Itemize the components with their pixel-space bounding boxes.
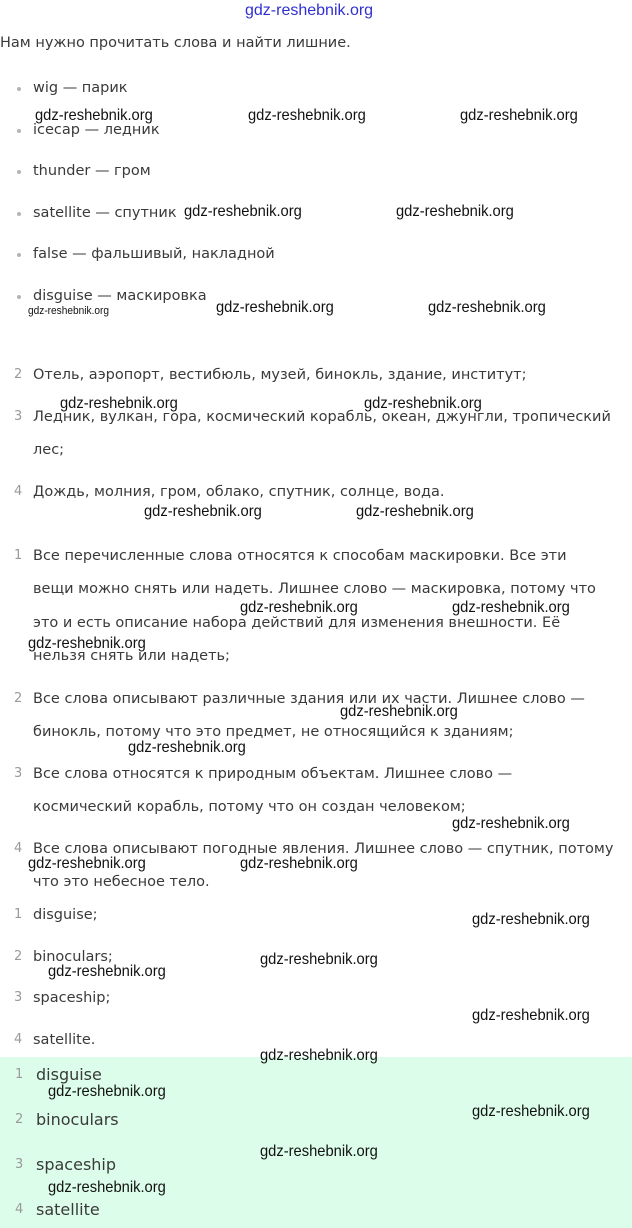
watermark-text: gdz-reshebnik.org xyxy=(428,299,546,316)
watermark-text: gdz-reshebnik.org xyxy=(340,703,458,720)
watermark-text: gdz-reshebnik.org xyxy=(472,1103,590,1120)
watermark-text: gdz-reshebnik.org xyxy=(260,951,378,968)
watermark-text: gdz-reshebnik.org xyxy=(260,1143,378,1160)
watermark-text: gdz-reshebnik.org xyxy=(472,911,590,928)
site-watermark-top: gdz-reshebnik.org xyxy=(245,2,374,19)
watermark-text: gdz-reshebnik.org xyxy=(472,1007,590,1024)
vocab-item: satellite — спутник xyxy=(33,205,177,221)
group-text-line: Дождь, молния, гром, облако, спутник, солнце, вода. xyxy=(33,484,445,500)
bullet-dot xyxy=(17,87,21,91)
final-answer-item: binoculars xyxy=(36,1110,119,1129)
list-number: 2 xyxy=(15,1112,24,1127)
intro-text: Нам нужно прочитать слова и найти лишние. xyxy=(0,35,351,51)
watermark-text: gdz-reshebnik.org xyxy=(396,203,514,220)
vocab-item: disguise — маскировка xyxy=(33,288,207,304)
vocab-item: icecap — ледник xyxy=(33,122,160,138)
answer-item: disguise; xyxy=(33,907,98,923)
watermark-text: gdz-reshebnik.org xyxy=(248,107,366,124)
explanation-line: вещи можно снять или надеть. Лишнее слово — маскировка, потому что xyxy=(33,581,596,597)
list-number: 3 xyxy=(14,990,23,1005)
watermark-text: gdz-reshebnik.org xyxy=(28,855,146,872)
explanation-line: Все слова описывают погодные явления. Лишнее слово — спутник, потому xyxy=(33,841,614,857)
list-number: 2 xyxy=(14,949,23,964)
list-number: 1 xyxy=(14,907,23,922)
bullet-dot xyxy=(17,170,21,174)
list-number: 2 xyxy=(14,691,23,706)
watermark-text: gdz-reshebnik.org xyxy=(216,299,334,316)
watermark-text: gdz-reshebnik.org xyxy=(48,1083,166,1100)
list-number: 3 xyxy=(15,1157,24,1172)
bullet-dot xyxy=(17,129,21,133)
list-number: 2 xyxy=(14,367,23,382)
watermark-text: gdz-reshebnik.org xyxy=(460,107,578,124)
final-answer-item: disguise xyxy=(36,1065,102,1084)
bullet-dot xyxy=(17,253,21,257)
watermark-text: gdz-reshebnik.org xyxy=(48,1179,166,1196)
explanation-line: это и есть описание набора действий для изменения внешности. Её xyxy=(33,615,561,631)
list-number: 4 xyxy=(14,1032,23,1047)
watermark-text: gdz-reshebnik.org xyxy=(28,635,146,652)
final-answer-item: satellite xyxy=(36,1200,100,1219)
answer-item: spaceship; xyxy=(33,990,111,1006)
watermark-text: gdz-reshebnik.org xyxy=(144,503,262,520)
explanation-line: Все перечисленные слова относятся к способам маскировки. Все эти xyxy=(33,548,567,564)
explanation-line: Все слова относятся к природным объектам. Лишнее слово — xyxy=(33,766,513,782)
vocab-item: false — фальшивый, накладной xyxy=(33,246,275,262)
answer-item: satellite. xyxy=(33,1032,96,1048)
watermark-text: gdz-reshebnik.org xyxy=(35,107,153,124)
list-number: 4 xyxy=(15,1202,24,1217)
watermark-text: gdz-reshebnik.org xyxy=(128,739,246,756)
watermark-text: gdz-reshebnik.org xyxy=(240,599,358,616)
watermark-text: gdz-reshebnik.org xyxy=(28,305,110,317)
watermark-text: gdz-reshebnik.org xyxy=(260,1047,378,1064)
final-answer-item: spaceship xyxy=(36,1155,117,1174)
list-number: 3 xyxy=(14,409,23,424)
watermark-text: gdz-reshebnik.org xyxy=(184,203,302,220)
explanation-line: бинокль, потому что это предмет, не относящийся к зданиям; xyxy=(33,724,514,740)
watermark-text: gdz-reshebnik.org xyxy=(48,963,166,980)
list-number: 1 xyxy=(14,548,23,563)
explanation-line: космический корабль, потому что он создан человеком; xyxy=(33,799,466,815)
group-text-line: Ледник, вулкан, гора, космический корабль, океан, джунгли, тропический xyxy=(33,409,611,425)
list-number: 1 xyxy=(15,1067,24,1082)
list-number: 3 xyxy=(14,766,23,781)
watermark-text: gdz-reshebnik.org xyxy=(240,855,358,872)
explanation-line: что это небесное тело. xyxy=(33,874,210,890)
answer-item: binoculars; xyxy=(33,949,113,965)
explanation-line: нельзя снять или надеть; xyxy=(33,648,230,664)
bullet-dot xyxy=(17,212,21,216)
group-text-line: Отель, аэропорт, вестибюль, музей, бинокль, здание, институт; xyxy=(33,367,527,383)
watermark-text: gdz-reshebnik.org xyxy=(356,503,474,520)
explanation-line: Все слова описывают различные здания или их части. Лишнее слово — xyxy=(33,691,585,707)
watermark-text: gdz-reshebnik.org xyxy=(60,395,178,412)
vocab-item: thunder — гром xyxy=(33,163,151,179)
group-text-line: лес; xyxy=(33,442,65,458)
watermark-text: gdz-reshebnik.org xyxy=(452,815,570,832)
watermark-text: gdz-reshebnik.org xyxy=(452,599,570,616)
watermark-text: gdz-reshebnik.org xyxy=(364,395,482,412)
bullet-dot xyxy=(17,295,21,299)
vocab-item: wig — парик xyxy=(33,80,128,96)
list-number: 4 xyxy=(14,841,23,856)
list-number: 4 xyxy=(14,484,23,499)
